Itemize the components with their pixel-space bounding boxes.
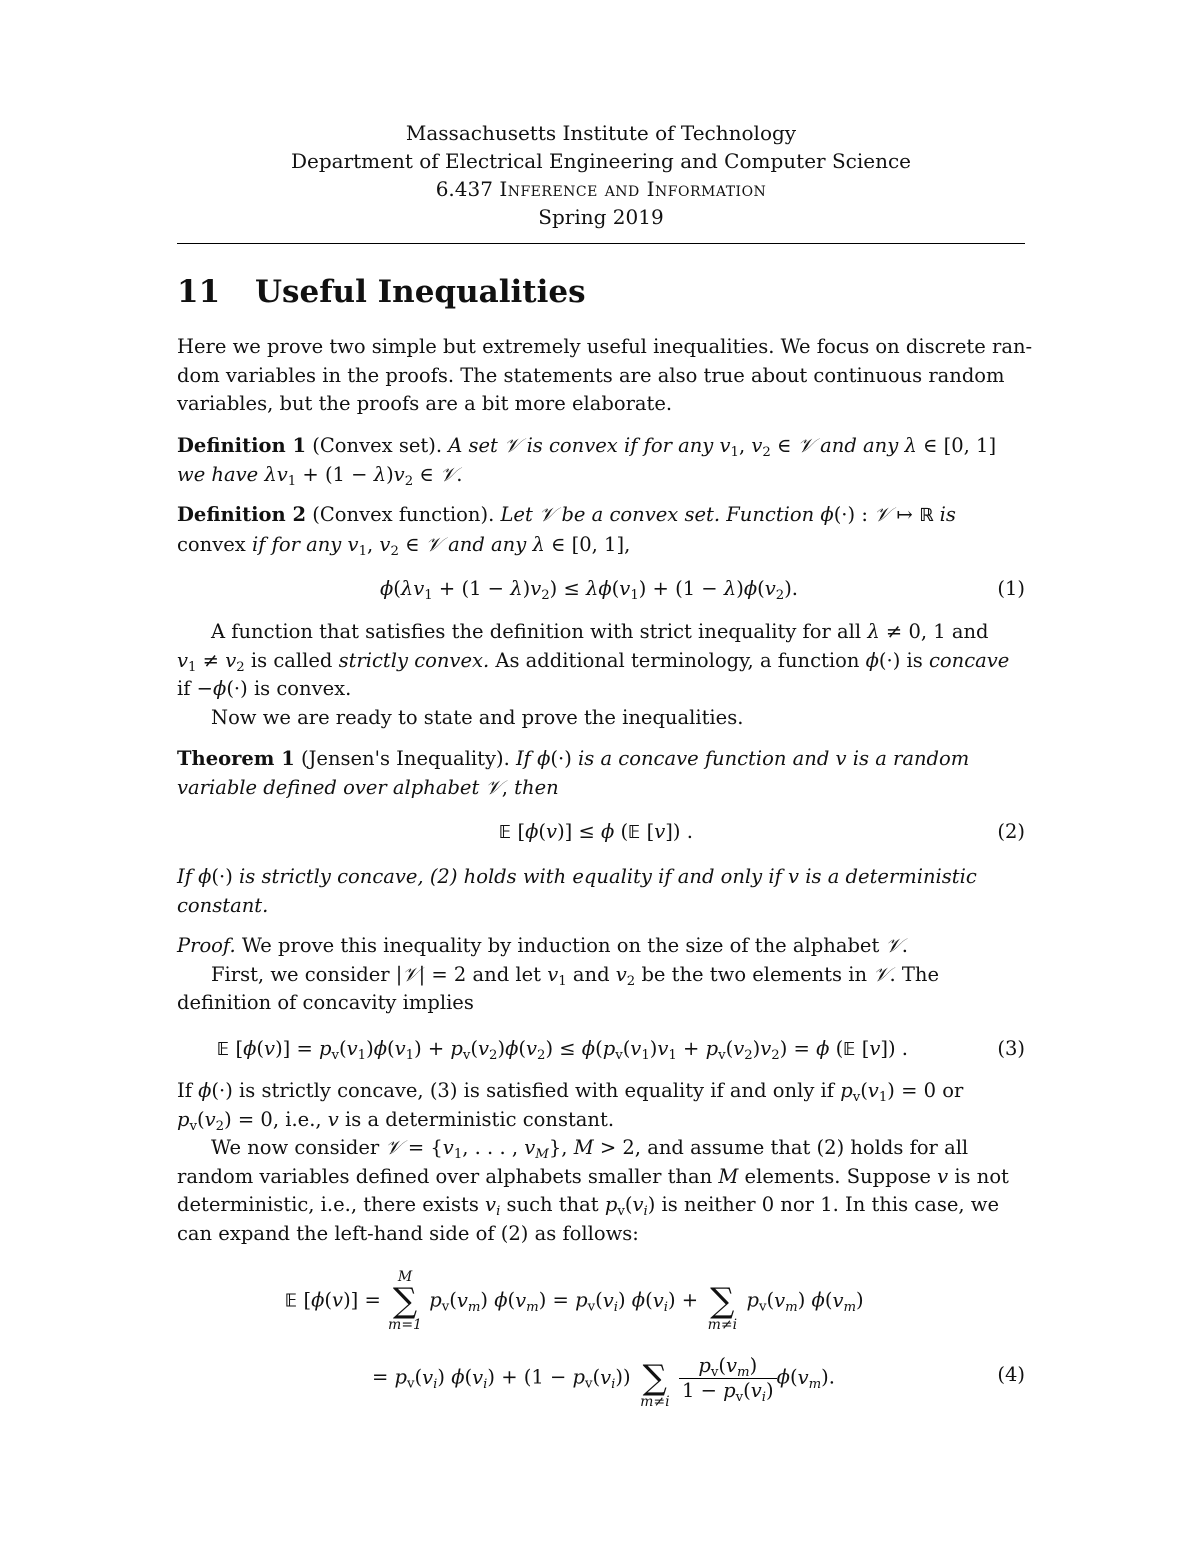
course-title: 6.437 Inference and Information — [435, 177, 767, 201]
header-rule — [177, 243, 1025, 244]
equation-number: (4) — [997, 1363, 1025, 1386]
section-number: 11 — [177, 274, 221, 310]
summation-symbol: M ∑ m=1 — [388, 1269, 422, 1333]
proof-continued: If ϕ(·) is strictly concave, (3) is satisfied with equality if and only if $p_v(v_1) = 0$ or $p_v(v_2) = 0$, i.e., v is a deterministic constant. We now consider 𝒱 = {$v_1$, . . . , $v_M$}, M > 2, and assume that (2) holds for all random variables defined over alphabets smaller than M elements. Suppose v is not deterministic, i.e., there exists $v_i$ such that $p_v(v_i)$ is neither 0 nor 1. In this case, we can expand the left-hand side of (2) as follows: — [177, 1079, 1009, 1245]
summation-symbol: ∑ m≠i — [640, 1358, 670, 1410]
equation-number: (2) — [997, 820, 1025, 843]
institute-name: Massachusetts Institute of Technology — [405, 121, 797, 145]
term: Spring 2019 — [538, 205, 664, 229]
theorem-1: Theorem 1 (Jensen's Inequality). If ϕ(·) is a concave function and v is a random variable defined over alphabet 𝒱, then — [177, 747, 970, 799]
fraction: $\frac{p_v(v_m)}{1 - p_v(v_i)}$ — [679, 1354, 777, 1403]
equation-number: (3) — [997, 1037, 1025, 1060]
section-title: Useful Inequalities — [255, 274, 586, 310]
definition-1: Definition 1 (Convex set). A set 𝒱 is convex if for any $v_1$, $v_2$ ∈ 𝒱 and any λ ∈ [0, 1] we have $\lambda v_1 + (1 - \lambda)v_2$ ∈ 𝒱. — [177, 434, 997, 489]
theorem-1-continued: If ϕ(·) is strictly concave, (2) holds with equality if and only if v is a deterministic constant. — [177, 865, 977, 917]
equation-4-line-1: 𝔼 [ϕ(v)] = M ∑ m=1 $p_v(v_m) \phi(v_m) = p_v(v_i) \phi(v_i)$ + ∑ m≠i $p_v(v_m)$ $\phi(v_m)$ — [285, 1269, 864, 1333]
document-header — [177, 119, 1025, 231]
summation-symbol: ∑ m≠i — [707, 1281, 738, 1333]
convexity-remark: A function that satisfies the definition with strict inequality for all λ ≠ 0, 1 and $v_1 \ne v_2$ is called strictly convex. As additional terminology, a function ϕ(·) is concave if −ϕ(·) is convex. Now we are ready to state and prove the inequalities. — [177, 620, 1010, 729]
equation-4-line-2: = $p_v(v_i) \phi(v_i) + (1 - p_v(v_i))$ ∑ m≠i $\frac{p_v(v_m)}{1 - p_v(v_i)}$ $\phi(v_m)$. (4) — [177, 1345, 1025, 1415]
proof: Proof. We prove this inequality by induction on the size of the alphabet 𝒱. First, we consider |𝒱| = 2 and let $v_1$ and $v_2$ be the two elements in 𝒱. The definition of concavity implies — [177, 934, 939, 1014]
equation-number: (1) — [997, 577, 1025, 600]
department-name: Department of Electrical Engineering and Computer Science — [290, 149, 911, 173]
intro-paragraph: Here we prove two simple but extremely useful inequalities. We focus on discrete ran- dom variables in the proofs. The statements are also true about continuous random variables, but the proofs are a bit more elaborate. — [177, 335, 1033, 415]
definition-2: Definition 2 (Convex function). Let 𝒱 be a convex set. Function ϕ(·) : 𝒱 ↦ ℝ is convex if for any $v_1$, $v_2$ ∈ 𝒱 and any λ ∈ [0, 1], — [177, 503, 956, 559]
section-heading — [177, 274, 586, 310]
